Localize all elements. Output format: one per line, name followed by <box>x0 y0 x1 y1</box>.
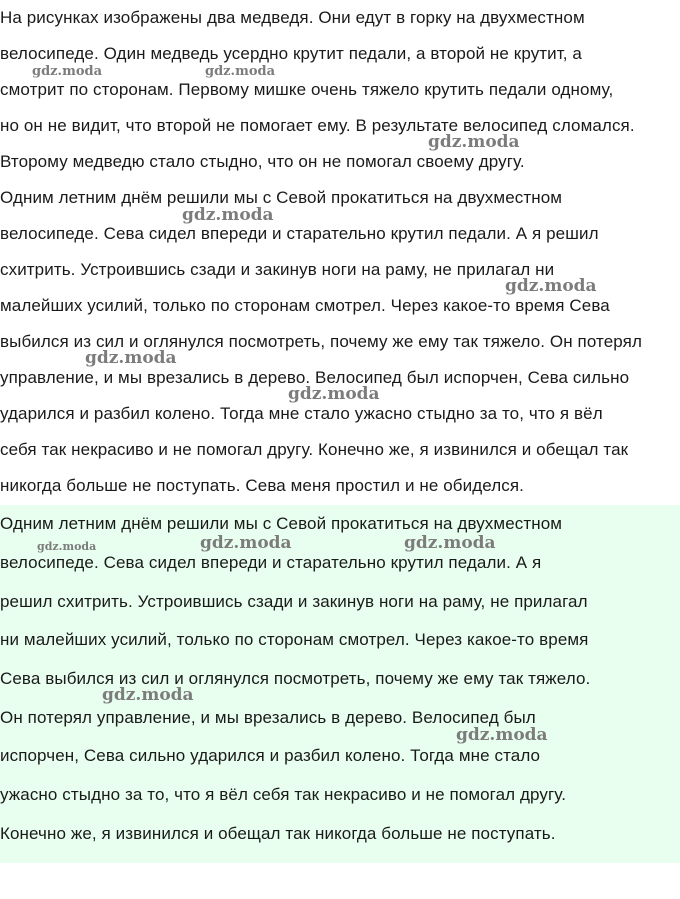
text-line: ни малейших усилий, только по сторонам смотрел. Через какое-то время <box>0 630 589 649</box>
text-line: схитрить. Устроившись сзади и закинув ноги на раму, не прилагал ни <box>0 260 555 279</box>
text-line: себя так некрасиво и не помогал другу. Конечно же, я извинился и обещал так <box>0 440 629 459</box>
watermark: gdz.moda <box>456 725 548 745</box>
text-line: Конечно же, я извинился и обещал так никогда больше не поступать. <box>0 824 556 843</box>
watermark: gdz.moda <box>428 132 520 152</box>
watermark: gdz.moda <box>505 276 597 296</box>
text-line: испорчен, Сева сильно ударился и разбил колено. Тогда мне стало <box>0 746 541 765</box>
text-line: никогда больше не поступать. Сева меня простил и не обиделся. <box>0 476 524 495</box>
text-line: малейших усилий, только по сторонам смотрел. Через какое-то время Сева <box>0 296 610 315</box>
text-line: велосипеде. Сева сидел впереди и старательно крутил педали. А я решил <box>0 224 599 243</box>
text-line: Одним летним днём решили мы с Севой прокатиться на двухместном <box>0 188 563 207</box>
watermark: gdz.moda <box>404 533 496 553</box>
text-line: Второму медведю стало стыдно, что он не помогал своему другу. <box>0 152 525 171</box>
watermark: gdz.moda <box>102 685 194 705</box>
watermark: gdz.moda <box>200 533 292 553</box>
text-line: велосипеде. Сева сидел впереди и старательно крутил педали. А я <box>0 553 542 572</box>
watermark: gdz.moda <box>205 64 276 79</box>
text-line: ужасно стыдно за то, что я вёл себя так некрасиво и не помогал другу. <box>0 785 567 804</box>
text-line: решил схитрить. Устроившись сзади и закинув ноги на раму, не прилагал <box>0 592 588 611</box>
text-line: но он не видит, что второй не помогает ему. В результате велосипед сломался. <box>0 116 635 135</box>
watermark: gdz.moda <box>85 348 177 368</box>
watermark: gdz.moda <box>182 205 274 225</box>
text-line: велосипеде. Один медведь усердно крутит педали, а второй не крутит, а <box>0 44 582 63</box>
watermark: gdz.moda <box>288 384 380 404</box>
text-line: управление, и мы врезались в дерево. Велосипед был испорчен, Сева сильно <box>0 368 630 387</box>
text-line: ударился и разбил колено. Тогда мне стало ужасно стыдно за то, что я вёл <box>0 404 603 423</box>
text-line: смотрит по сторонам. Первому мишке очень тяжело крутить педали одному, <box>0 80 614 99</box>
text-line: Сева выбился из сил и оглянулся посмотреть, почему же ему так тяжело. <box>0 669 591 688</box>
watermark: gdz.moda <box>37 540 97 553</box>
text-line: Он потерял управление, и мы врезались в дерево. Велосипед был <box>0 708 536 727</box>
text-line: На рисунках изображены два медведя. Они едут в горку на двухместном <box>0 8 585 27</box>
answer-text-block <box>0 505 680 863</box>
watermark: gdz.moda <box>32 64 103 79</box>
text-line: Одним летним днём решили мы с Севой прокатиться на двухместном <box>0 514 563 533</box>
text-line: выбился из сил и оглянулся посмотреть, почему же ему так тяжело. Он потерял <box>0 332 642 351</box>
